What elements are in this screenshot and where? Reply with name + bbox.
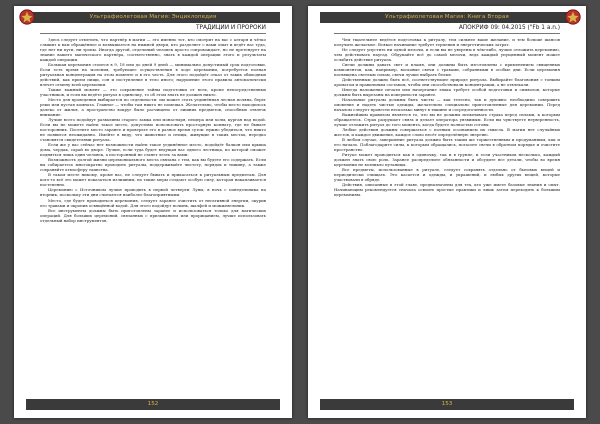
paragraph: Не следует упустить ни одной мелочи, и если вы не уверены в чём-либо, лучше отложить церемонию, чем действовать наугад. Обдумайте всё до самой мелочи, ведь каждый упущенный момент может ослабить действие ритуала. — [334, 47, 560, 63]
emblem-icon — [564, 8, 582, 26]
right-header-banner: Ультрафиолетовая Магия: Книга Вторая — [320, 12, 574, 23]
left-header-banner: Ультрафиолетовая Магия: Энциклопедия — [26, 12, 280, 23]
paragraph: Свечи должны давать свет и пламя, они должны быть изготовлены с применением священных компонентов, как, например, восковые свечи с травами, собранными в особые дни. Если церемония посвящена светлым силам, свечи лучше выбрать белые. — [334, 62, 560, 78]
paragraph: Место, где будет проводиться церемония, следует заранее очистить от негативной энергии, окурив его травами и окропив освящённой водой. Для этого подойдут полынь, шалфей и можжевельник. — [40, 197, 266, 208]
right-section-title: АПОКРИФ 09: 04.2015 ("Fb 1 a.n.) — [458, 25, 560, 31]
paragraph: Если же у вас сейчас нет возможности найти такое уединённое место, подойдёт балкон или крыша дома, чердак, сарай во дворе. Лучше, если туда будет ведущая вас одного лестница, по которой сможет подняться лишь один человек, а посторонний не станет лезть за вами. — [40, 142, 266, 158]
paragraph: Все инструменты должны быть приготовлены заранее и использоваться только для магических операций. Для больших церемоний, связанных с призыванием или прорицанием, лучше использовать отдельный набор инструментов. — [40, 207, 266, 223]
right-page-number: 153 — [320, 399, 574, 410]
paragraph: Чем тщательнее ведётся подготовка к ритуалу, тем сильнее ваше желание, и тем больше шансов получить желаемое. Всякое начинание требует терпения и энергетических затрат. — [334, 37, 560, 48]
left-page-number: 152 — [26, 399, 280, 410]
paragraph: Действия, описанные в этой главе, предназначены для тех, кто уже имеет базовые знания и опыт. Начинающим рекомендуется сначала освоить простые практики и лишь затем переходить к большим церемониям. — [334, 182, 560, 198]
title-divider — [40, 33, 266, 34]
right-body-text — [334, 37, 560, 384]
paragraph: Начальные ритуалы должны быть чисты — как телесно, так и духовно: необходимо совершить омовение и надеть чистые одежды, желательно специально приготовленные для церемонии. Перед началом следует провести несколько минут в тишине и сосредоточенности. — [334, 97, 560, 113]
paragraph: Любые действия должны совершаться с полным осознанием их смысла. В магии нет случайных жестов, и каждое движение, каждое слово несёт определённую энергию. — [334, 127, 560, 138]
paragraph: Важнейшим правилом является то, что вы не должны испытывать страха перед силами, к которым обращаетесь. Страх разрушает связь и делает оператора уязвимым. Если вы чувствуете неуверенность, лучше отложить ритуал до того момента, когда будете полностью готовы. — [334, 112, 560, 128]
paragraph: Все предметы, использованные в ритуале, следует сохранять отдельно от бытовых вещей и периодически очищать. Это касается и одежды, и украшений, и любых других вещей, которые участвовали в обряде. — [334, 167, 560, 183]
left-page — [14, 6, 292, 418]
paragraph: Лучше всего подойдут развалины старого замка или монастыря, пещера или холм, курган над водой. Если вы не можете найти такое место, допустимо использовать просторную комнату, где не бывает посторонних. Посетите место заранее и проверьте его в разное время суток: нужно убедиться, что никто не появится неожиданно. Имейте в виду, что животные и птицы, живущие в таких местах, нередко становятся свидетелями ритуала. — [40, 117, 266, 143]
paragraph: Действенным должно быть всё, соответствующее природе ритуала. Выбирайте благовония с тонким ароматом и правильным составом, чтобы они способствовали концентрации, а не отвлекали. — [334, 77, 560, 88]
left-body-text — [40, 37, 266, 384]
paragraph: Большая церемония стоится в 9, 18 или до дней 9 дней — минимально допустимый срок подготовки. Если есть время на моления, требующее осуществления в ходе церемонии, потребуется полная ритуальная концентрация на этом моменте и в его честь. Для этого подойдёт отказ от таких обиходных действий, как прием пищи, сон и поступление в тело иного; нарушение этого правила автоматически влечет отмену всей церемонии. — [40, 62, 266, 88]
left-section-title: ТРАДИЦИИ И ПРОРОКИ — [196, 25, 266, 31]
paragraph: В любом случае, завершение ритуала должно быть таким же торжественным и продуманным, как и его начало. Поблагодарите силы, к которым обращались, погасите свечи в обратном порядке и очистите пространство. — [334, 137, 560, 153]
title-divider — [334, 33, 560, 34]
paragraph: Церемонию с Источником лучше проводить в первой четверти Луны, в ночь с понедельника на вторник, поскольку эти дни считаются наиболее благоприятными. — [40, 187, 266, 198]
paragraph: Здесь следует отметить, что партнёр в магии — это именно тот, кто смотрит на вас с алтаря и чётко слышит к вам обращённое и возвышается на нижней двери, кто разделяет с вами опыт и ведёт вас туда, где нет ни пути, ни тропы. Иногда другой, отдельный человек просто сопровождает, но не претендует на знание вашего магического партнёра, соответственно, знать в каждой операции этого и результаты каждой операции. — [40, 37, 266, 63]
paragraph: Ритуал может проводиться как в одиночку, так и в группе, и если участников несколько, каждый должен знать свою роль. Заранее распределите обязанности и обсудите все детали, чтобы во время церемонии не возникло путаницы. — [334, 152, 560, 168]
paragraph: Возможность долгой жизни церемониального места связана с тем, как вы будете его содержать. Если вы собираетесь многократно проводить ритуалы, поддерживайте чистоту, порядок и тишину, а также сохраняйте атмосферу таинства. — [40, 157, 266, 173]
paragraph: Также важный момент — это сохранение тайны подготовки от всех, кроме непосредственных участников, и если вы ведёте ритуал в одиночку, то об этом знать не должен никто. — [40, 87, 266, 98]
paragraph: В таком месте никому, кроме вас, не следует бывать и прикасаться к ритуальным предметам. Для кого-то всё это может показаться излишним, но такие меры создают особую силу, которая накапливается постепенно. — [40, 172, 266, 188]
paragraph: Иногда наложение печати или начертание знака требует особой подготовки и символов, которые должны быть вырезаны на поверхности заранее. — [334, 87, 560, 98]
paragraph: Место для проведения выбирается по отдельности: им может стать уединённая лесная поляна, берег реки или пустая комната. Главное — чтобы там никто не помешал. Желательно, чтобы место находилось далеко от жилья, а пространство вокруг было расчищено от лишних предметов, способных отвлечь внимание. — [40, 97, 266, 118]
right-page — [308, 6, 586, 418]
emblem-icon — [18, 8, 36, 26]
